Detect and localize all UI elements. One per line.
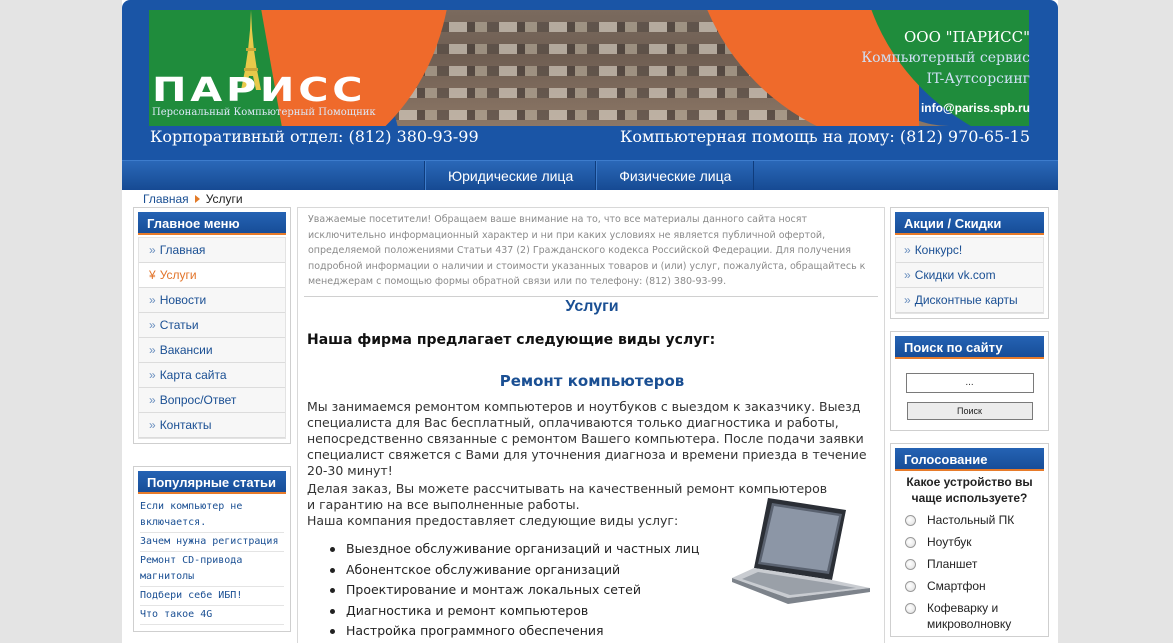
site-logo[interactable]: ПАРИСС bbox=[152, 70, 367, 109]
promo-item-discount-cards[interactable]: » Дисконтные карты bbox=[896, 288, 1043, 313]
breadcrumb-home-link[interactable]: Главная bbox=[143, 192, 189, 206]
breadcrumb-current: Услуги bbox=[205, 192, 243, 206]
list-item: Выездное обслуживание организаций и частных лиц bbox=[330, 539, 699, 560]
menu-item-vacancies[interactable]: » Вакансии bbox=[139, 338, 285, 363]
chevron-right-icon: » bbox=[149, 343, 156, 357]
laptop-image bbox=[728, 494, 878, 606]
company-info bbox=[861, 27, 1030, 90]
nav-item-individuals[interactable]: Физические лица bbox=[596, 161, 754, 190]
services-heading: Наша фирма предлагает следующие виды услуг: bbox=[307, 332, 716, 348]
section-heading: Ремонт компьютеров bbox=[499, 372, 685, 390]
main-menu-title: Главное меню bbox=[138, 212, 286, 235]
promotions-title: Акции / Скидки bbox=[895, 212, 1044, 235]
search-box bbox=[890, 331, 1049, 431]
search-title: Поиск по сайту bbox=[895, 336, 1044, 359]
main-content bbox=[297, 207, 885, 643]
chevron-right-icon: » bbox=[149, 393, 156, 407]
poll-option[interactable]: Ноутбук bbox=[895, 534, 1044, 550]
page-title: Услуги bbox=[565, 298, 619, 315]
article-link[interactable]: Если компьютер не включается. bbox=[140, 498, 284, 533]
poll-option[interactable]: Смартфон bbox=[895, 578, 1044, 594]
menu-item-articles[interactable]: » Статьи bbox=[139, 313, 285, 338]
poll-option[interactable]: Планшет bbox=[895, 556, 1044, 572]
search-button[interactable]: Поиск bbox=[907, 402, 1033, 420]
right-sidebar bbox=[890, 207, 1049, 643]
chevron-right-icon: » bbox=[904, 268, 911, 282]
list-item: Настройка программного обеспечения bbox=[330, 621, 699, 642]
chevron-right-icon: » bbox=[149, 293, 156, 307]
list-item: Абонентское обслуживание организаций bbox=[330, 560, 699, 581]
search-input[interactable]: ... bbox=[906, 373, 1034, 393]
company-outsourcing: IT-Аутсорсинг bbox=[926, 71, 1030, 87]
promo-item-contest[interactable]: » Конкурс! bbox=[896, 238, 1043, 263]
home-help-phone: Компьютерная помощь на дому: (812) 970-65-15 bbox=[619, 127, 1030, 146]
corporate-phone: Корпоративный отдел: (812) 380-93-99 bbox=[150, 127, 479, 146]
menu-item-news[interactable]: » Новости bbox=[139, 288, 285, 313]
chevron-right-icon: » bbox=[149, 318, 156, 332]
main-menu bbox=[133, 207, 291, 444]
chevron-right-icon: » bbox=[149, 243, 156, 257]
legal-notice: Уважаемые посетители! Обращаем ваше внимание на то, что все материалы данного сайта носят исключительно информационный характер и ни при каких условиях не является публичной офертой, определяемой положениями Статьи 437 (2) Гражданского кодекса Российской Федерации. Для получения подробной информации о наличии и стоимости указанных товаров и (или) услуг, пожалуйста, обращайтесь к менеджерам с помощью формы обратной связи или по телефону: (812) 380-93-99. bbox=[308, 214, 866, 287]
article-link[interactable]: Что такое 4G bbox=[140, 606, 284, 625]
warranty-paragraph: Делая заказ, Вы можете рассчитывать на качественный ремонт компьютеров и гарантию на все выполненные работы. bbox=[307, 481, 828, 512]
menu-item-faq[interactable]: » Вопрос/Ответ bbox=[139, 388, 285, 413]
divider bbox=[304, 296, 878, 297]
services-list bbox=[330, 539, 699, 642]
radio-button[interactable] bbox=[905, 537, 916, 548]
poll-box bbox=[890, 443, 1049, 637]
logo-tagline: Персональный Компьютерный Помощник bbox=[152, 107, 376, 118]
poll-question: Какое устройство вы чаще используете? bbox=[906, 475, 1033, 505]
popular-articles bbox=[133, 466, 291, 632]
radio-button[interactable] bbox=[905, 515, 916, 526]
chevron-right-icon: » bbox=[904, 243, 911, 257]
email-link[interactable]: info@pariss.spb.ru bbox=[920, 101, 1030, 115]
site-header bbox=[122, 0, 1058, 190]
nav-item-legal-entities[interactable]: Юридические лица bbox=[425, 161, 596, 190]
chevron-right-icon: » bbox=[149, 418, 156, 432]
chevron-down-icon: ¥ bbox=[149, 268, 156, 282]
left-sidebar bbox=[133, 207, 291, 632]
list-item: Диагностика и ремонт компьютеров bbox=[330, 601, 699, 622]
menu-item-home[interactable]: » Главная bbox=[139, 238, 285, 263]
chevron-right-icon: » bbox=[904, 293, 911, 307]
article-link[interactable]: Ремонт CD-привода магнитолы bbox=[140, 552, 284, 587]
page bbox=[122, 0, 1058, 643]
poll-option[interactable]: Настольный ПК bbox=[895, 512, 1044, 528]
repair-paragraph: Мы занимаемся ремонтом компьютеров и ноутбуков с выездом к заказчику. Выезд специалиста для Вас бесплатный, оплачиваются только диагностика и работы, непосредственно связанные с ремонтом Вашего компьютера. После подачи заявки специалист свяжется с Вами для уточнения диагноза и времени приезда в течение 20-30 минут! bbox=[307, 399, 867, 478]
poll-option[interactable]: Кофеварку и микроволновку bbox=[895, 600, 1044, 632]
popular-articles-title: Популярные статьи bbox=[138, 471, 286, 494]
radio-button[interactable] bbox=[905, 559, 916, 570]
chevron-right-icon: » bbox=[149, 368, 156, 382]
poll-title: Голосование bbox=[895, 448, 1044, 471]
promo-item-vk-discounts[interactable]: » Скидки vk.com bbox=[896, 263, 1043, 288]
list-item: Проектирование и монтаж локальных сетей bbox=[330, 580, 699, 601]
company-service: Компьютерный сервис bbox=[861, 50, 1030, 66]
breadcrumb bbox=[143, 191, 243, 207]
top-nav bbox=[122, 160, 1058, 190]
promotions-box bbox=[890, 207, 1049, 319]
radio-button[interactable] bbox=[905, 581, 916, 592]
menu-item-contacts[interactable]: » Контакты bbox=[139, 413, 285, 438]
article-link[interactable]: Зачем нужна регистрация bbox=[140, 533, 284, 552]
menu-item-services[interactable]: ¥ Услуги bbox=[139, 263, 285, 288]
article-link[interactable]: Подбери себе ИБП! bbox=[140, 587, 284, 606]
menu-item-sitemap[interactable]: » Карта сайта bbox=[139, 363, 285, 388]
breadcrumb-arrow-icon bbox=[195, 195, 200, 203]
radio-button[interactable] bbox=[905, 603, 916, 614]
services-intro: Наша компания предоставляет следующие виды услуг: bbox=[307, 513, 679, 528]
company-name: ООО "ПАРИСС" bbox=[903, 28, 1030, 46]
